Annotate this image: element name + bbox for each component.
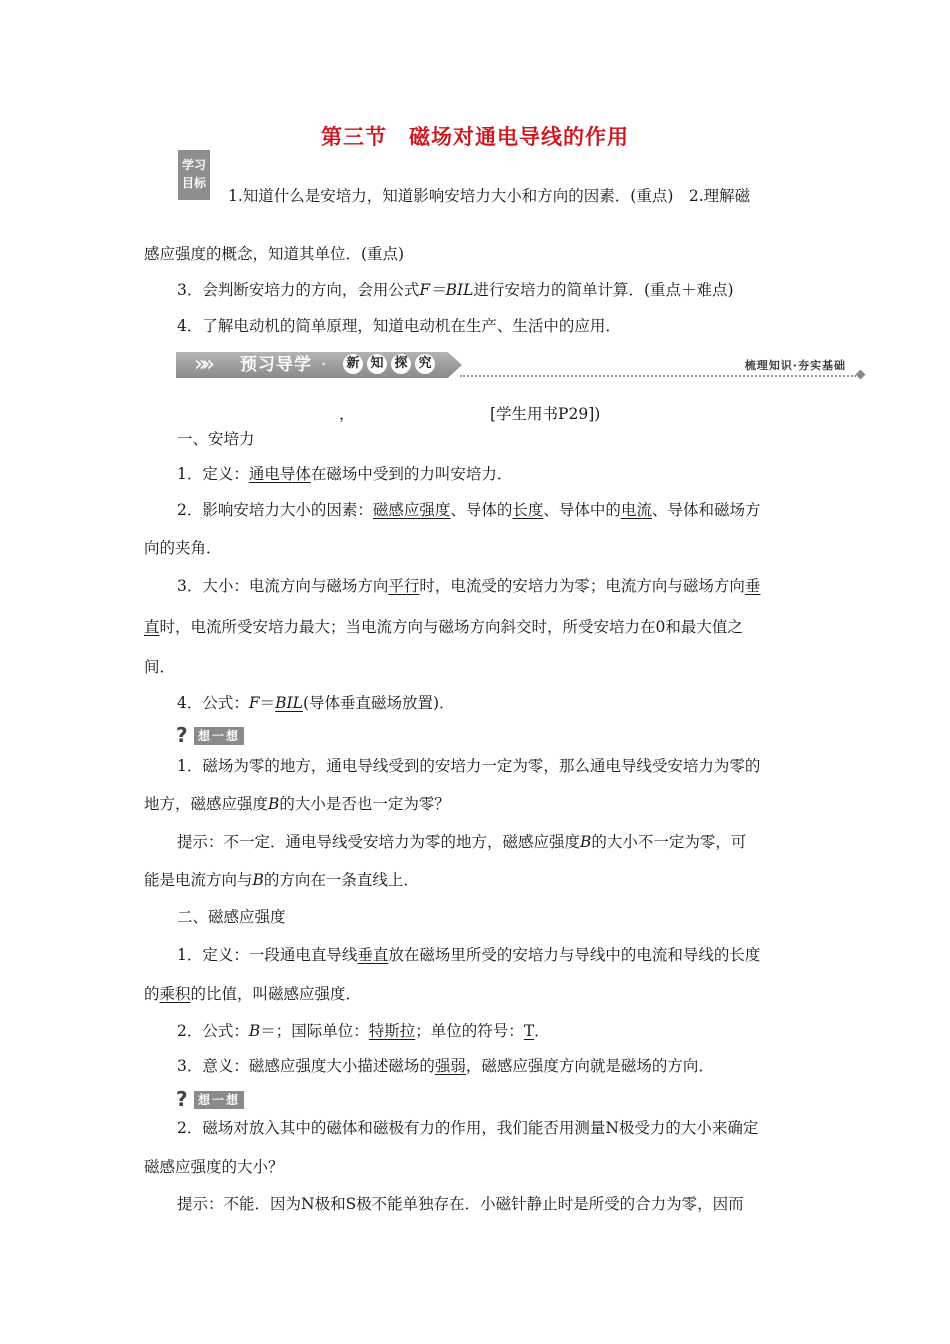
s1-definition: 1．定义：通电导体在磁场中受到的力叫安培力． [177, 465, 513, 483]
hint-1-cont: 能是电流方向与B的方向在一条直线上． [144, 871, 419, 889]
diamond-icon [856, 370, 866, 380]
s2-definition-cont: 的乘积的比值，叫磁感应强度． [144, 985, 362, 1003]
s1-formula: 4．公式：F＝BIL(导体垂直磁场放置)． [177, 694, 455, 712]
banner-char-2: 知 [367, 354, 387, 374]
s1-magnitude-cont: 直时，电流所受安培力最大；当电流方向与磁场方向斜交时，所受安培力在0和最大值之 [144, 618, 743, 636]
banner-char-3: 探 [391, 354, 411, 374]
question-1-cont: 地方，磁感应强度B的大小是否也一定为零？ [144, 795, 450, 813]
question-1: 1．磁场为零的地方，通电导线受到的安培力一定为零，那么通电导线受安培力为零的 [177, 757, 761, 775]
think-tag: 想一想 [194, 1091, 244, 1109]
ref-comma: ， [339, 405, 355, 423]
question-icon: ? [176, 1087, 188, 1111]
banner-title: 预习导学 [240, 355, 312, 375]
section-1-heading: 一、安培力 [177, 430, 255, 448]
hint-2: 提示：不能．因为N极和S极不能单独存在．小磁针静止时是所受的合力为零，因而 [177, 1195, 744, 1213]
s2-formula: 2．公式：B＝；国际单位：特斯拉；单位的符号：T． [177, 1022, 550, 1040]
banner-subtitle: 梳理知识·夯实基础 [744, 359, 846, 372]
banner-dot: · [321, 355, 327, 375]
section-2-heading: 二、磁感应强度 [177, 908, 286, 926]
goal-line-3: 3．会判断安培力的方向，会用公式F＝BIL进行安培力的简单计算．(重点＋难点) [177, 281, 734, 299]
badge-line-2: 目标 [181, 176, 206, 190]
s2-definition: 1．定义：一段通电直导线垂直放在磁场里所受的安培力与导线中的电流和导线的长度 [177, 946, 761, 964]
section-banner [176, 350, 866, 382]
goal-line-4: 4．了解电动机的简单原理，知道电动机在生产、生活中的应用． [177, 317, 621, 335]
banner-char-1: 新 [343, 354, 363, 374]
banner-dotted-rule [460, 375, 856, 377]
question-2: 2．磁场对放入其中的磁体和磁极有力的作用，我们能否用测量N极受力的大小来确定 [177, 1119, 759, 1137]
s2-meaning: 3．意义：磁感应强度大小描述磁场的强弱，磁感应强度方向就是磁场的方向． [177, 1057, 714, 1075]
think-tag: 想一想 [194, 727, 244, 745]
page-title: 第三节 磁场对通电导线的作用 [321, 125, 629, 149]
s1-factors-cont: 向的夹角． [144, 539, 222, 557]
goal-line-2: 感应强度的概念，知道其单位．(重点) [144, 245, 405, 263]
question-2-cont: 磁感应强度的大小？ [144, 1158, 284, 1176]
s1-factors: 2．影响安培力大小的因素：磁感应强度、导体的长度、导体中的电流、导体和磁场方 [177, 501, 761, 519]
badge-line-1: 学习 [181, 158, 206, 172]
book-reference: [学生用书P29]) [490, 405, 601, 423]
banner-char-4: 究 [415, 354, 435, 374]
s1-magnitude: 3．大小：电流方向与磁场方向平行时，电流受的安培力为零；电流方向与磁场方向垂 [177, 577, 761, 595]
goal-line-1: 1.知道什么是安培力，知道影响安培力大小和方向的因素．(重点) 2.理解磁 [228, 187, 751, 205]
hint-1: 提示：不一定．通电导线受安培力为零的地方，磁感应强度B的大小不一定为零，可 [177, 833, 747, 851]
chevron-right-icon: »» [194, 352, 209, 377]
s1-magnitude-end: 间． [144, 658, 176, 676]
question-icon: ? [176, 723, 188, 747]
learning-goals-badge [178, 150, 210, 200]
